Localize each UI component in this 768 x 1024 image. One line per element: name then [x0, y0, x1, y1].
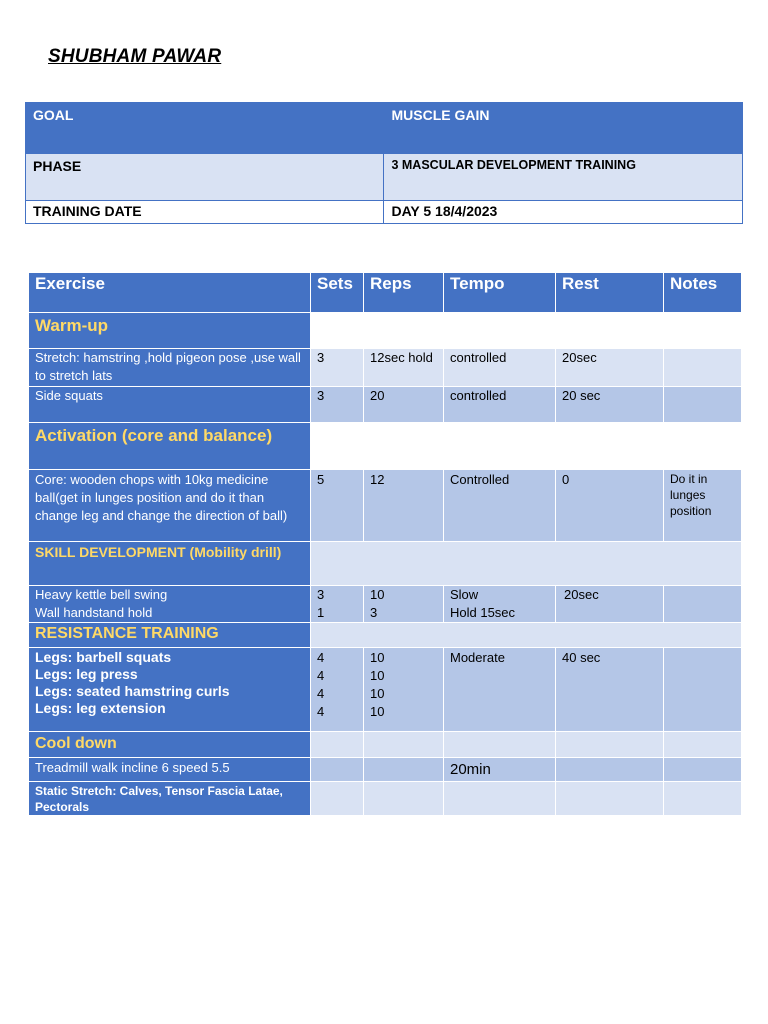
rest-cell: [556, 758, 664, 782]
exercise-line: Legs: seated hamstring curls: [35, 683, 230, 699]
goal-label: GOAL: [26, 103, 384, 154]
col-exercise: Exercise: [29, 273, 311, 313]
tempo-line: Slow: [450, 587, 479, 602]
section-row-skill: [29, 542, 742, 586]
section-title-cooldown: Cool down: [29, 732, 311, 758]
goal-value: MUSCLE GAIN: [384, 103, 743, 154]
section-row-warmup: [29, 313, 742, 349]
sets-cell: 3: [311, 349, 364, 387]
rest-cell: 0: [556, 470, 664, 542]
date-row: [26, 201, 743, 224]
table-row: [29, 349, 742, 387]
table-row: [29, 758, 742, 782]
rest-cell: 20 sec: [556, 387, 664, 423]
sets-line: 4: [317, 704, 325, 719]
sets-cell: [311, 648, 364, 732]
info-table: [25, 102, 743, 224]
col-notes: Notes: [664, 273, 742, 313]
phase-value: 3 MASCULAR DEVELOPMENT TRAINING: [384, 154, 743, 201]
section-title-skill: SKILL DEVELOPMENT (Mobility drill): [29, 542, 311, 586]
col-tempo: Tempo: [444, 273, 556, 313]
reps-cell: [364, 758, 444, 782]
exercise-line: Wall handstand hold: [35, 605, 153, 620]
sets-line: 3: [317, 587, 325, 602]
tempo-cell: Controlled: [444, 470, 556, 542]
date-label: TRAINING DATE: [26, 201, 384, 224]
sets-line: 4: [317, 668, 325, 683]
tempo-cell: controlled: [444, 349, 556, 387]
workout-table: [28, 272, 742, 816]
section-spacer: [311, 623, 742, 648]
sets-cell: 5: [311, 470, 364, 542]
reps-line: 10: [370, 704, 385, 719]
notes-cell: Do it in lunges position: [664, 470, 742, 542]
section-title-resistance: RESISTANCE TRAINING: [29, 623, 311, 648]
sets-cell: [311, 758, 364, 782]
empty-cell: [444, 732, 556, 758]
empty-cell: [364, 732, 444, 758]
col-rest: Rest: [556, 273, 664, 313]
exercise-cell: Static Stretch: Calves, Tensor Fascia Latae, Pectorals: [29, 782, 311, 816]
exercise-cell: Stretch: hamstring ,hold pigeon pose ,use wall to stretch lats: [29, 349, 311, 387]
table-row: [29, 387, 742, 423]
table-row: [29, 648, 742, 732]
rest-cell: [556, 782, 664, 816]
reps-line: 10: [370, 587, 385, 602]
tempo-cell: [444, 586, 556, 623]
exercise-cell: [29, 648, 311, 732]
athlete-name: SHUBHAM PAWAR: [48, 46, 222, 67]
column-header-row: [29, 273, 742, 313]
notes-cell: [664, 387, 742, 423]
exercise-cell: [29, 586, 311, 623]
table-row: [29, 782, 742, 816]
date-value: DAY 5 18/4/2023: [384, 201, 743, 224]
sets-cell: [311, 586, 364, 623]
section-title-activation: Activation (core and balance): [29, 423, 311, 470]
tempo-cell: 20min: [444, 758, 556, 782]
phase-row: [26, 154, 743, 201]
sets-cell: 3: [311, 387, 364, 423]
section-spacer: [311, 542, 742, 586]
tempo-cell: controlled: [444, 387, 556, 423]
reps-cell: 12: [364, 470, 444, 542]
sets-line: 4: [317, 650, 325, 665]
section-spacer: [311, 313, 742, 349]
reps-cell: [364, 648, 444, 732]
notes-cell: [664, 782, 742, 816]
exercise-line: Legs: leg press: [35, 666, 138, 682]
sets-line: 4: [317, 686, 325, 701]
sets-cell: [311, 782, 364, 816]
reps-line: 3: [370, 605, 378, 620]
notes-cell: [664, 586, 742, 623]
empty-cell: [664, 732, 742, 758]
empty-cell: [556, 732, 664, 758]
reps-line: 10: [370, 650, 385, 665]
tempo-cell: [444, 782, 556, 816]
rest-cell: 40 sec: [556, 648, 664, 732]
exercise-line: Heavy kettle bell swing: [35, 587, 168, 602]
section-title-warmup: Warm-up: [29, 313, 311, 349]
table-row: [29, 586, 742, 623]
exercise-cell: Core: wooden chops with 10kg medicine ball(get in lunges position and do it than change leg and change the direction of ball): [29, 470, 311, 542]
reps-cell: [364, 782, 444, 816]
phase-label: PHASE: [26, 154, 384, 201]
empty-cell: [311, 732, 364, 758]
exercise-cell: Side squats: [29, 387, 311, 423]
notes-cell: [664, 349, 742, 387]
section-row-cooldown: [29, 732, 742, 758]
sets-line: 1: [317, 605, 325, 620]
section-row-activation: [29, 423, 742, 470]
reps-cell: 20: [364, 387, 444, 423]
section-row-resistance: [29, 623, 742, 648]
rest-cell: 20sec: [556, 349, 664, 387]
col-reps: Reps: [364, 273, 444, 313]
reps-cell: 12sec hold: [364, 349, 444, 387]
reps-cell: [364, 586, 444, 623]
tempo-line: Hold 15sec: [450, 605, 516, 620]
section-spacer: [311, 423, 742, 470]
reps-line: 10: [370, 668, 385, 683]
exercise-cell: Treadmill walk incline 6 speed 5.5: [29, 758, 311, 782]
table-row: [29, 470, 742, 542]
exercise-line: Legs: leg extension: [35, 700, 166, 716]
notes-cell: [664, 758, 742, 782]
notes-cell: [664, 648, 742, 732]
tempo-cell: Moderate: [444, 648, 556, 732]
reps-line: 10: [370, 686, 385, 701]
exercise-line: Legs: barbell squats: [35, 649, 172, 665]
goal-row: [26, 103, 743, 154]
col-sets: Sets: [311, 273, 364, 313]
rest-cell: 20sec: [556, 586, 664, 623]
